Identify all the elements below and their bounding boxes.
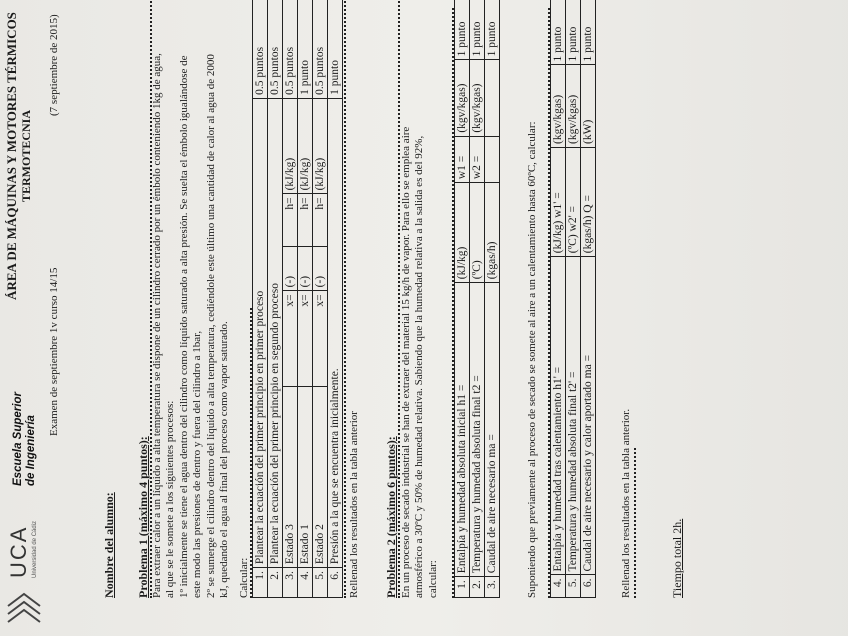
table-row [328,0,343,598]
table-row [581,0,596,598]
unit-b: (kgv/kgas) [470,60,485,136]
table-row [455,0,470,598]
row-number: 6. [581,575,596,598]
row-label: Presión a la que se encuentra inicialmente. [328,98,343,567]
problem2-table-a [454,0,500,598]
row-points: 1 punto [328,0,343,98]
table-row [313,0,328,598]
row-label: Plantear la ecuación del primer principio en primer proceso [253,98,268,567]
second-value: w2 = [470,136,485,182]
table-row [485,0,500,598]
second-value [485,136,500,182]
table-row [566,0,581,598]
table-row [298,0,313,598]
problem1-table [252,0,343,598]
row-number: 5. [313,568,328,598]
problem1-line: 2º se sumerge el cilindro dentro del líquido a alta temperatura, cediéndole este último una cantidad de calor al agua de 2000 [204,54,217,598]
row-number: 2. [268,568,283,598]
dotted-separator [344,0,346,598]
exam-date: (7 septiembre de 2015) [48,14,60,116]
unit-a: (kgas/h) Q = [581,147,596,256]
dotted-separator [634,448,636,598]
second-value: w1 = [455,136,470,182]
row-points: 1 punto [551,0,566,65]
row-number: 4. [551,575,566,598]
row-label: Estado 3 [283,386,298,567]
row-points: 1 punto [455,0,470,60]
problem2-title: Problema 2 (máximo 6 puntos): [384,436,398,598]
unit-a: (kJ/kg) [455,183,470,283]
problem2-table-b [550,0,596,598]
row-points: 1 punto [470,0,485,60]
logo-university: Universidad de Cádiz [32,520,38,578]
problem1-fill-note: Rellenad los resultados en la tabla anterior [348,411,360,598]
row-number: 1. [455,577,470,598]
row-label: Caudal de aire necesario y calor aportado ma = [581,257,596,575]
unit-b: (kgv/kgas) [566,65,581,148]
enthalpy-field: h= [313,194,328,247]
table-row [268,0,283,598]
row-number: 5. [566,575,581,598]
row-points: 0.5 puntos [313,0,328,98]
row-label: Estado 1 [298,386,313,567]
row-points: 0.5 puntos [253,0,268,98]
school-name-line2: de Ingeniería [25,415,37,486]
row-label: Entalpía y humedad absoluta inicial h1 = [455,283,470,577]
student-name-label: Nombre del alumno: [102,492,116,598]
logo-letters: UCA [6,525,31,578]
enthalpy-field: h= [298,194,313,247]
row-points: 1 punto [298,0,313,98]
quality-field: x= [283,291,298,387]
unit-b [485,60,500,136]
row-label: Estado 2 [313,386,328,567]
unit-a: (kJ/kg) w1' = [551,147,566,256]
unit-b: (kW) [581,65,596,148]
table-row [551,0,566,598]
enthalpy-unit: (kJ/kg) [283,98,298,194]
university-logo [2,582,42,626]
row-number: 4. [298,568,313,598]
problem1-line: este modo las presiones de dentro y fuera del cilindro a 1bar, [191,330,204,598]
row-number: 6. [328,568,343,598]
row-number: 3. [283,568,298,598]
row-points: 1 punto [485,0,500,60]
problem1-statement [151,0,231,598]
row-label: Temperatura y humedad absoluta final t2 = [470,283,485,577]
table-row [283,0,298,598]
problem1-line: Para extraer calor a un líquido a alta temperatura se dispone de un cilindro cerrado por un émbolo conteniendo 1kg de agua, [151,53,163,598]
unit-b: (kgv/kgas) [455,60,470,136]
calc-label: Calcular: [238,557,250,598]
row-points: 0.5 puntos [268,0,283,98]
subject-title: TERMOTECNIA [19,110,33,203]
unit-b: (kgv/kgas) [551,65,566,148]
problem1-line: al que se le somete a los siguientes procesos: [164,400,177,598]
enthalpy-unit: (kJ/kg) [298,98,313,194]
enthalpy-unit: (kJ/kg) [313,98,328,194]
school-name-line1: Escuela Superior [12,392,24,486]
unit-a: (ºC) [470,183,485,283]
logo-emblem-icon [2,582,42,626]
row-number: 1. [253,568,268,598]
row-label: Entalpía y humedad tras calentamiento h1' = [551,257,566,575]
quality-unit: (-) [298,247,313,291]
table-row [470,0,485,598]
unit-a: (ºC) w2' = [566,147,581,256]
row-points: 1 punto [581,0,596,65]
row-points: 1 punto [566,0,581,65]
problem1-line: 1º inicialmente se tiene el agua dentro del cilindro como líquido saturado a alta presión. Se suelta el émbolo igualándose de [177,55,190,598]
quality-field: x= [298,291,313,387]
problem1-title: Problema 1 (máximo 4 puntos): [136,436,150,598]
enthalpy-field: h= [283,194,298,247]
problem2-fill-note: Rellenad los resultados en la tabla anterior. [620,408,632,598]
total-time: Tiempo total 2h. [670,518,684,598]
table-row [253,0,268,598]
problem2-line: atmosférico a 30ºC y 50% de humedad relativa. Sabiendo que la humedad relativa a la salida es del 92%, [413,135,426,598]
area-title: ÁREA DE MÁQUINAS Y MOTORES TÉRMICOS [4,12,19,300]
problem1-line: kJ, quedando el agua al final del proceso como vapor saturado. [218,321,231,598]
problem2-statement [400,0,440,598]
problem2-line: calcular: [426,560,439,598]
problem2-suppose: Suponiendo que previamente al proceso de secado se somete al aire a un calentamiento hasta 60ºC, calcular: [526,121,538,598]
row-number: 2. [470,577,485,598]
row-label: Caudal de aire necesario ma = [485,283,500,577]
quality-field: x= [313,291,328,387]
exam-label: Examen de septiembre 1v curso 14/15 [48,267,60,436]
quality-unit: (-) [313,247,328,291]
unit-a: (kgas/h) [485,183,500,283]
row-points: 0.5 puntos [283,0,298,98]
row-label: Plantear la ecuación del primer principio en segundo proceso [268,98,283,567]
row-number: 3. [485,577,500,598]
problem2-line: En un proceso de secado industrial se han de extraer del material 15 kg/h de vapor. Para ello se emplea aire [400,126,412,598]
quality-unit: (-) [283,247,298,291]
row-label: Temperatura y humedad absoluta final t2' = [566,257,581,575]
